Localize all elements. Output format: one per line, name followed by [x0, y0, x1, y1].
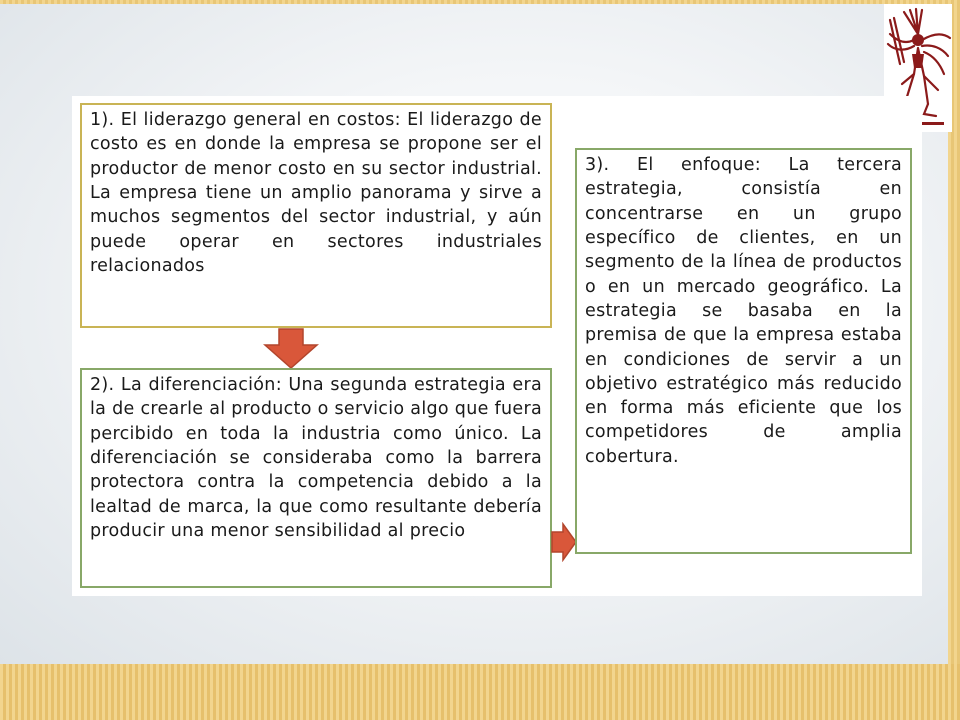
strategy-box-cost-leadership — [80, 103, 552, 328]
strategy-text-cost-leadership: 1). El liderazgo general en costos: El liderazgo de costo es en donde la empresa se propone ser el productor de menor costo en su sector industrial. La empresa tiene un amplio panorama y sirve a muchos segmentos del sector industrial, y aún puede operar en sectores industriales relacionados — [90, 110, 542, 276]
arrow-down-icon — [262, 328, 320, 370]
top-decor-strip — [0, 0, 960, 4]
strategy-box-focus — [575, 148, 912, 554]
bottom-decor-band — [0, 664, 960, 720]
arrow-right-icon — [551, 522, 577, 562]
strategy-text-focus: 3). El enfoque: La tercera estrategia, consistía en concentrarse en un grupo específico de clientes, en un segmento de la línea de productos o en un mercado geográfico. La estrategia se basaba en la premisa de que la empresa estaba en condiciones de servir a un objetivo estratégico más reducido en forma más eficiente que los competidores de amplia cobertura. — [585, 155, 902, 467]
strategy-box-differentiation — [80, 368, 552, 588]
strategy-text-differentiation: 2). La diferenciación: Una segunda estrategia era la de crearle al producto o servicio algo que fuera percibido en toda la industria como único. La diferenciación se consideraba como la barrera protectora contra la competencia debido a la lealtad de marca, la que como resultante debería producir una menor sensibilidad al precio — [90, 375, 542, 541]
